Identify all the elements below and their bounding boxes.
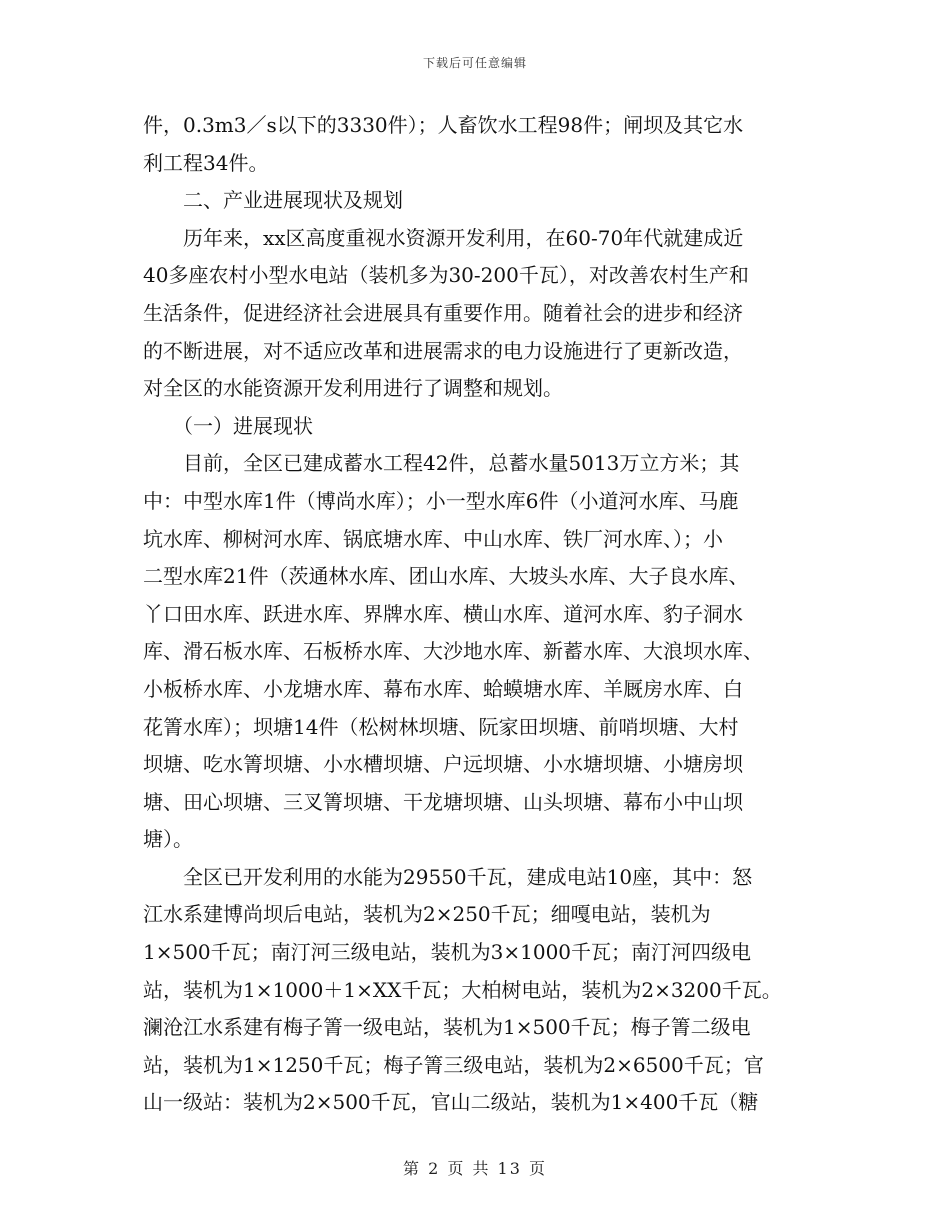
body-line: 对全区的水能资源开发利用进行了调整和规划。 — [143, 376, 563, 401]
body-line: 澜沧江水系建有梅子箐一级电站，装机为1×500千瓦；梅子箐二级电 — [143, 1015, 751, 1040]
page-number-footer: 第 2 页 共 13 页 — [403, 1159, 547, 1178]
body-line: 站，装机为1×1000＋1×XX千瓦；大柏树电站，装机为2×3200千瓦。 — [143, 977, 782, 1002]
body-line: 坑水库、柳树河水库、锅底塘水库、中山水库、铁厂河水库、）；小 — [143, 526, 723, 551]
body-line: 坝塘、吃水箐坝塘、小水槽坝塘、户远坝塘、小水塘坝塘、小塘房坝 — [143, 752, 743, 777]
body-line: 利工程34件。 — [143, 150, 269, 175]
body-line: 塘、田心坝塘、三叉箐坝塘、干龙塘坝塘、山头坝塘、幕布小中山坝 — [143, 789, 743, 814]
body-line: 40多座农村小型水电站（装机多为30-200千瓦），对改善农村生产和 — [143, 263, 749, 288]
body-line: 目前，全区已建成蓄水工程42件，总蓄水量5013万立方米；其 — [143, 451, 740, 476]
body-line: 站，装机为1×1250千瓦；梅子箐三级电站，装机为2×6500千瓦；官 — [143, 1052, 764, 1077]
body-line: 二型水库21件（茨通林水库、团山水库、大坡头水库、大子良水库、 — [143, 564, 749, 589]
body-line: 1×500千瓦；南汀河三级电站，装机为3×1000千瓦；南汀河四级电 — [143, 940, 752, 965]
page-header: 下载后可任意编辑 — [422, 56, 527, 70]
body-line: 件，0.3m3／s以下的3330件）；人畜饮水工程98件；闸坝及其它水 — [143, 113, 744, 137]
body-line: 江水系建博尚坝后电站，装机为2×250千瓦；细嘎电站，装机为 — [143, 902, 711, 927]
body-line: 生活条件，促进经济社会进展具有重要作用。随着社会的进步和经济 — [143, 300, 743, 325]
body-line: 的不断进展，对不适应改革和进展需求的电力设施进行了更新改造， — [143, 338, 743, 363]
body-line: 历年来，xx区高度重视水资源开发利用，在60-70年代就建成近 — [143, 225, 744, 250]
body-line: 花箐水库）；坝塘14件（松树林坝塘、阮家田坝塘、前哨坝塘、大村 — [143, 714, 739, 739]
subsection-heading: （一）进展现状 — [143, 413, 313, 438]
section-heading: 二、产业进展现状及规划 — [143, 188, 403, 213]
body-line: 塘）。 — [143, 827, 193, 852]
body-line: 山一级站：装机为2×500千瓦，官山二级站，装机为1×400千瓦（糖 — [143, 1090, 759, 1115]
body-line: 中：中型水库1件（博尚水库）；小一型水库6件（小道河水库、马鹿 — [143, 488, 739, 513]
body-line: 丫口田水库、跃进水库、界牌水库、横山水库、道河水库、豹子洞水 — [143, 601, 743, 626]
document-body — [143, 107, 813, 1122]
body-line: 全区已开发利用的水能为29550千瓦，建成电站10座，其中：怒 — [143, 864, 753, 889]
body-line: 小板桥水库、小龙塘水库、幕布水库、蛤蟆塘水库、羊厩房水库、白 — [143, 676, 743, 701]
body-line: 库、滑石板水库、石板桥水库、大沙地水库、新蓄水库、大浪坝水库、 — [143, 639, 763, 664]
